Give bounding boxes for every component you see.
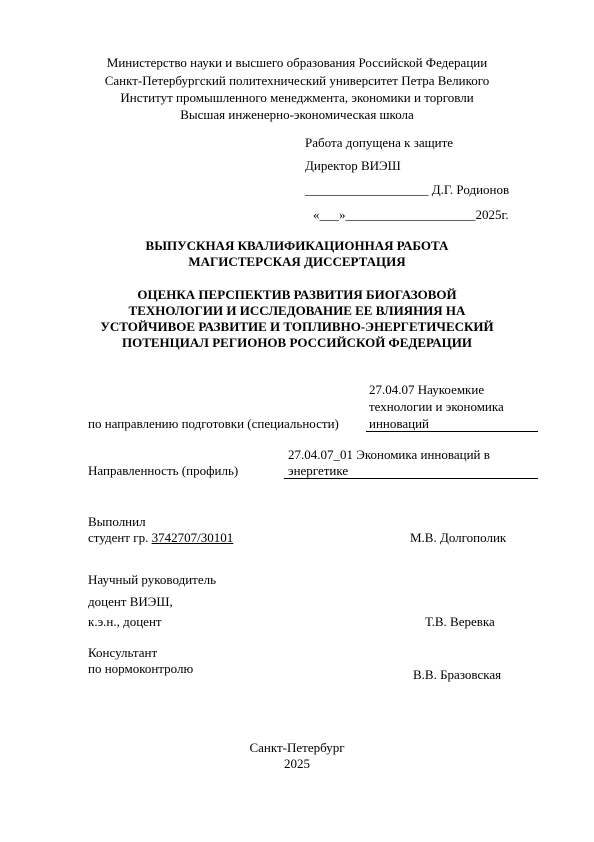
consultant-name: В.В. Бразовская	[413, 667, 502, 682]
student-group-number: 3742707/30101	[151, 530, 234, 545]
student-label: Выполнил	[88, 514, 146, 529]
student-group-prefix: студент гр.	[88, 530, 152, 545]
direction-label: по направлению подготовки (специальности)	[88, 416, 339, 431]
work-type-line2: МАГИСТЕРСКАЯ ДИССЕРТАЦИЯ	[188, 254, 406, 269]
footer-city: Санкт-Петербург	[249, 740, 345, 755]
consultant-role: по нормоконтролю	[88, 661, 194, 676]
director-signature: ___________________ Д.Г. Родионов	[305, 182, 510, 197]
director-label: Директор ВИЭШ	[305, 158, 401, 173]
profile-underline	[284, 478, 538, 479]
profile-value-line2: энергетике	[288, 463, 349, 478]
institute-line: Институт промышленного менеджмента, экономики и торговли	[120, 90, 474, 105]
university-line: Санкт-Петербургский политехнический университет Петра Великого	[104, 73, 490, 88]
school-line: Высшая инженерно-экономическая школа	[180, 107, 414, 122]
direction-underline	[366, 431, 538, 432]
direction-value-line3: инноваций	[369, 416, 429, 431]
supervisor-label: Научный руководитель	[88, 572, 217, 587]
thesis-title-line3: УСТОЙЧИВОЕ РАЗВИТИЕ И ТОПЛИВНО-ЭНЕРГЕТИЧЕСКИЙ	[100, 319, 494, 334]
approval-text: Работа допущена к защите	[305, 135, 454, 150]
direction-value-line1: 27.04.07 Наукоемкие	[369, 382, 485, 397]
ministry-line: Министерство науки и высшего образования Российской Федерации	[106, 55, 488, 70]
supervisor-name: Т.В. Веревка	[425, 614, 495, 629]
profile-value-line1: 27.04.07_01 Экономика инноваций в	[288, 447, 490, 462]
thesis-title-line1: ОЦЕНКА ПЕРСПЕКТИВ РАЗВИТИЯ БИОГАЗОВОЙ	[137, 287, 457, 302]
student-group-line	[88, 530, 233, 545]
thesis-title-line4: ПОТЕНЦИАЛ РЕГИОНОВ РОССИЙСКОЙ ФЕДЕРАЦИИ	[121, 335, 473, 350]
work-type-line1: ВЫПУСКНАЯ КВАЛИФИКАЦИОННАЯ РАБОТА	[145, 238, 449, 253]
direction-value-line2: технологии и экономика	[369, 399, 504, 414]
supervisor-position: доцент ВИЭШ,	[88, 594, 173, 609]
consultant-label: Консультант	[88, 645, 158, 660]
student-name: М.В. Долгополик	[410, 530, 507, 545]
supervisor-degree: к.э.н., доцент	[88, 614, 162, 629]
approval-date: «___»____________________2025г.	[313, 207, 509, 222]
thesis-title-line2: ТЕХНОЛОГИИ И ИССЛЕДОВАНИЕ ЕЕ ВЛИЯНИЯ НА	[128, 303, 466, 318]
profile-label: Направленность (профиль)	[88, 463, 239, 478]
footer-year: 2025	[284, 756, 310, 771]
